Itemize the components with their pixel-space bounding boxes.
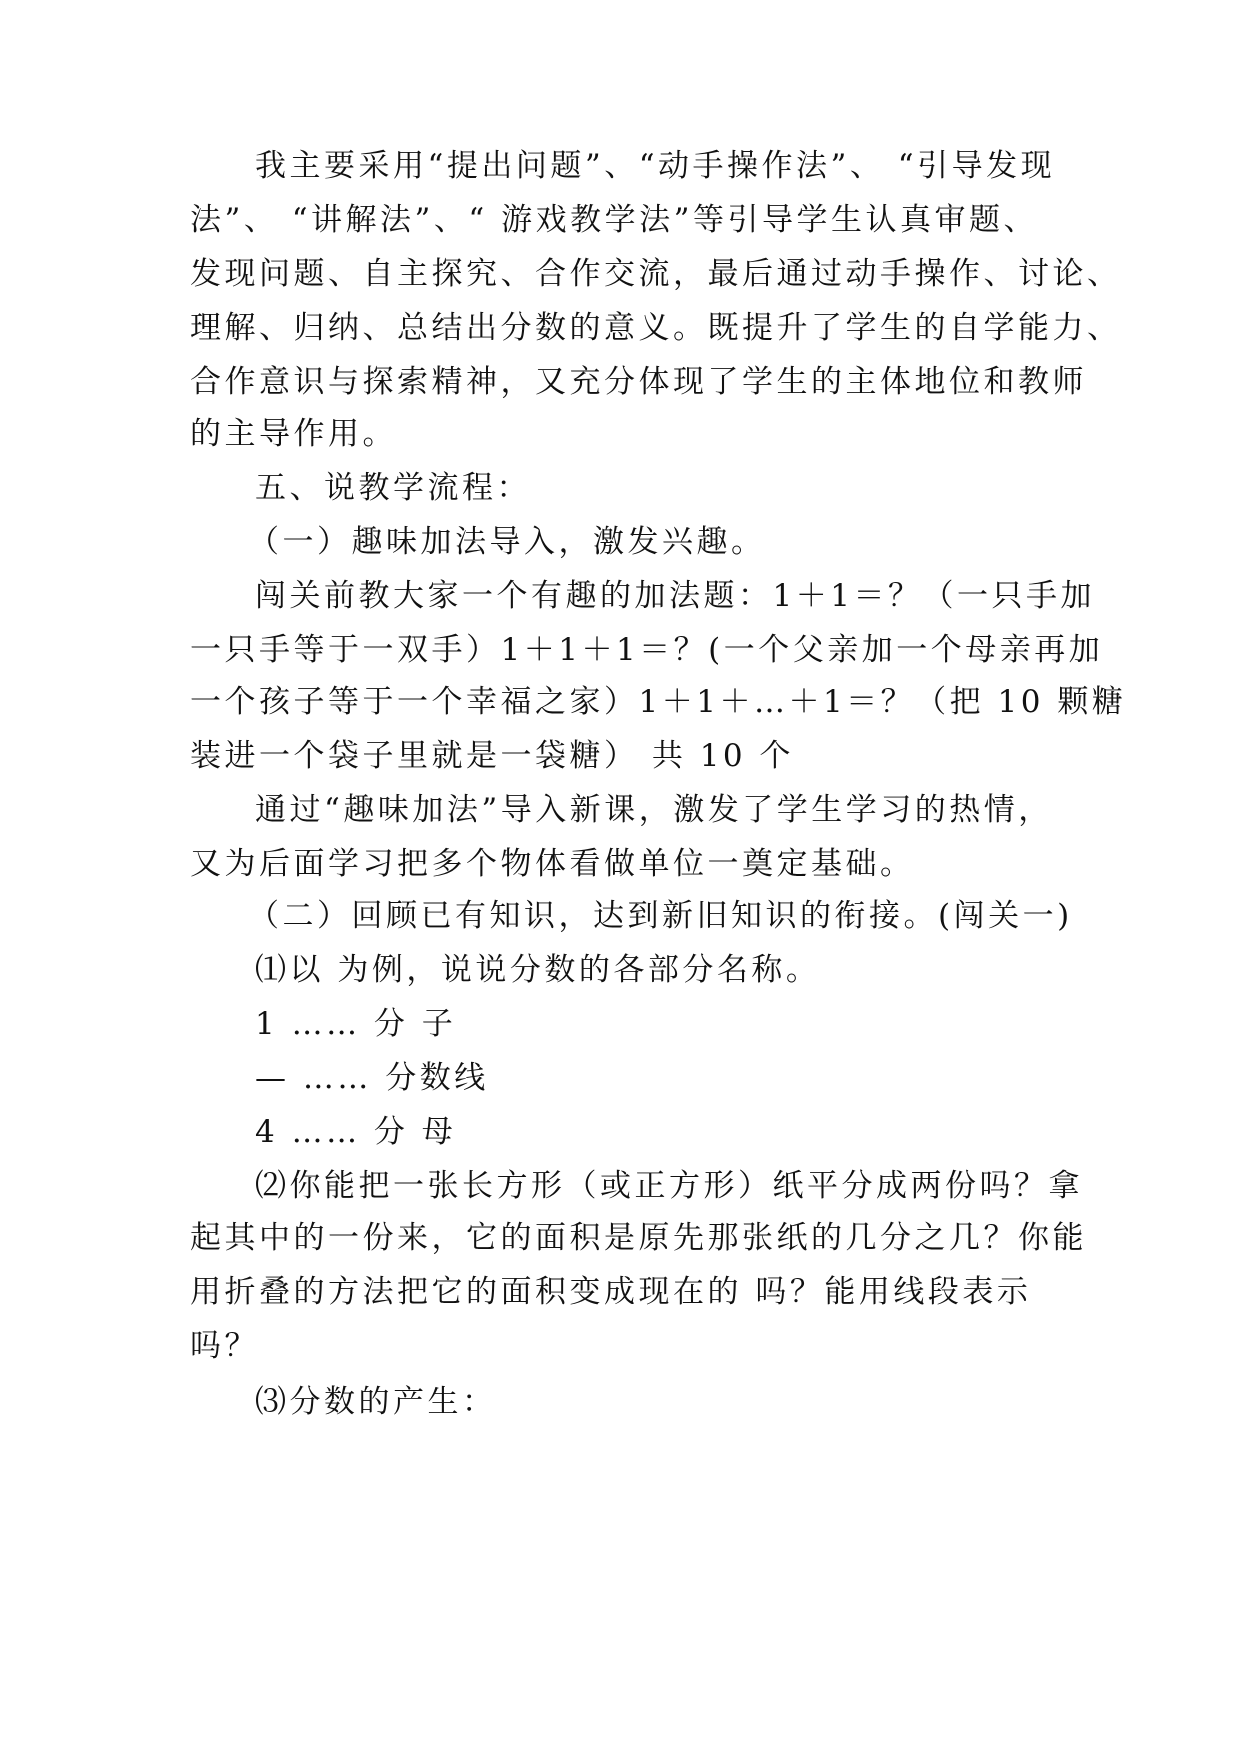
paragraph-line: 发现问题、自主探究、合作交流，最后通过动手操作、讨论、: [190, 256, 1122, 292]
fraction-part-line: — …… 分数线: [255, 1060, 489, 1096]
paragraph-line: 通过“趣味加法”导入新课，激发了学生学习的热情，: [255, 792, 1053, 828]
paragraph-line: 又为后面学习把多个物体看做单位一奠定基础。: [190, 846, 915, 882]
paragraph-line: 法”、 “讲解法”、“ 游戏教学法”等引导学生认真审题、: [190, 202, 1038, 238]
paragraph-line: 吗？: [190, 1328, 259, 1364]
paragraph-line: ⑵你能把一张长方形（或正方形）纸平分成两份吗？拿: [255, 1168, 1083, 1204]
fraction-part-line: 4 …… 分 母: [255, 1114, 457, 1150]
paragraph-line: 用折叠的方法把它的面积变成现在的 吗？能用线段表示: [190, 1274, 1032, 1310]
paragraph-line: 理解、归纳、总结出分数的意义。既提升了学生的自学能力、: [190, 310, 1122, 346]
paragraph-line: 合作意识与探索精神，又充分体现了学生的主体地位和教师: [190, 364, 1087, 400]
paragraph-line: 起其中的一份来，它的面积是原先那张纸的几分之几？你能: [190, 1220, 1087, 1256]
subsection-heading: （一）趣味加法导入，激发兴趣。: [248, 524, 766, 560]
paragraph-line: ⑴以 为例，说说分数的各部分名称。: [255, 952, 821, 988]
paragraph-line: 一只手等于一双手）1＋1＋1＝？(一个父亲加一个母亲再加: [190, 632, 1104, 668]
subsection-heading: （二）回顾已有知识，达到新旧知识的衔接。(闯关一): [248, 898, 1073, 934]
section-heading: 五、说教学流程：: [255, 470, 531, 506]
fraction-part-line: 1 …… 分 子: [255, 1006, 457, 1042]
paragraph-line: 闯关前教大家一个有趣的加法题：1＋1＝？（一只手加: [255, 578, 1095, 614]
paragraph-line: ⑶分数的产生：: [255, 1384, 497, 1420]
paragraph-line: 的主导作用。: [190, 416, 397, 452]
paragraph-line: 装进一个袋子里就是一袋糖） 共 10 个: [190, 738, 795, 774]
paragraph-line: 一个孩子等于一个幸福之家）1＋1＋…＋1＝？（把 10 颗糖: [190, 684, 1127, 720]
paragraph-line: 我主要采用“提出问题”、“动手操作法”、 “引导发现: [255, 148, 1056, 184]
